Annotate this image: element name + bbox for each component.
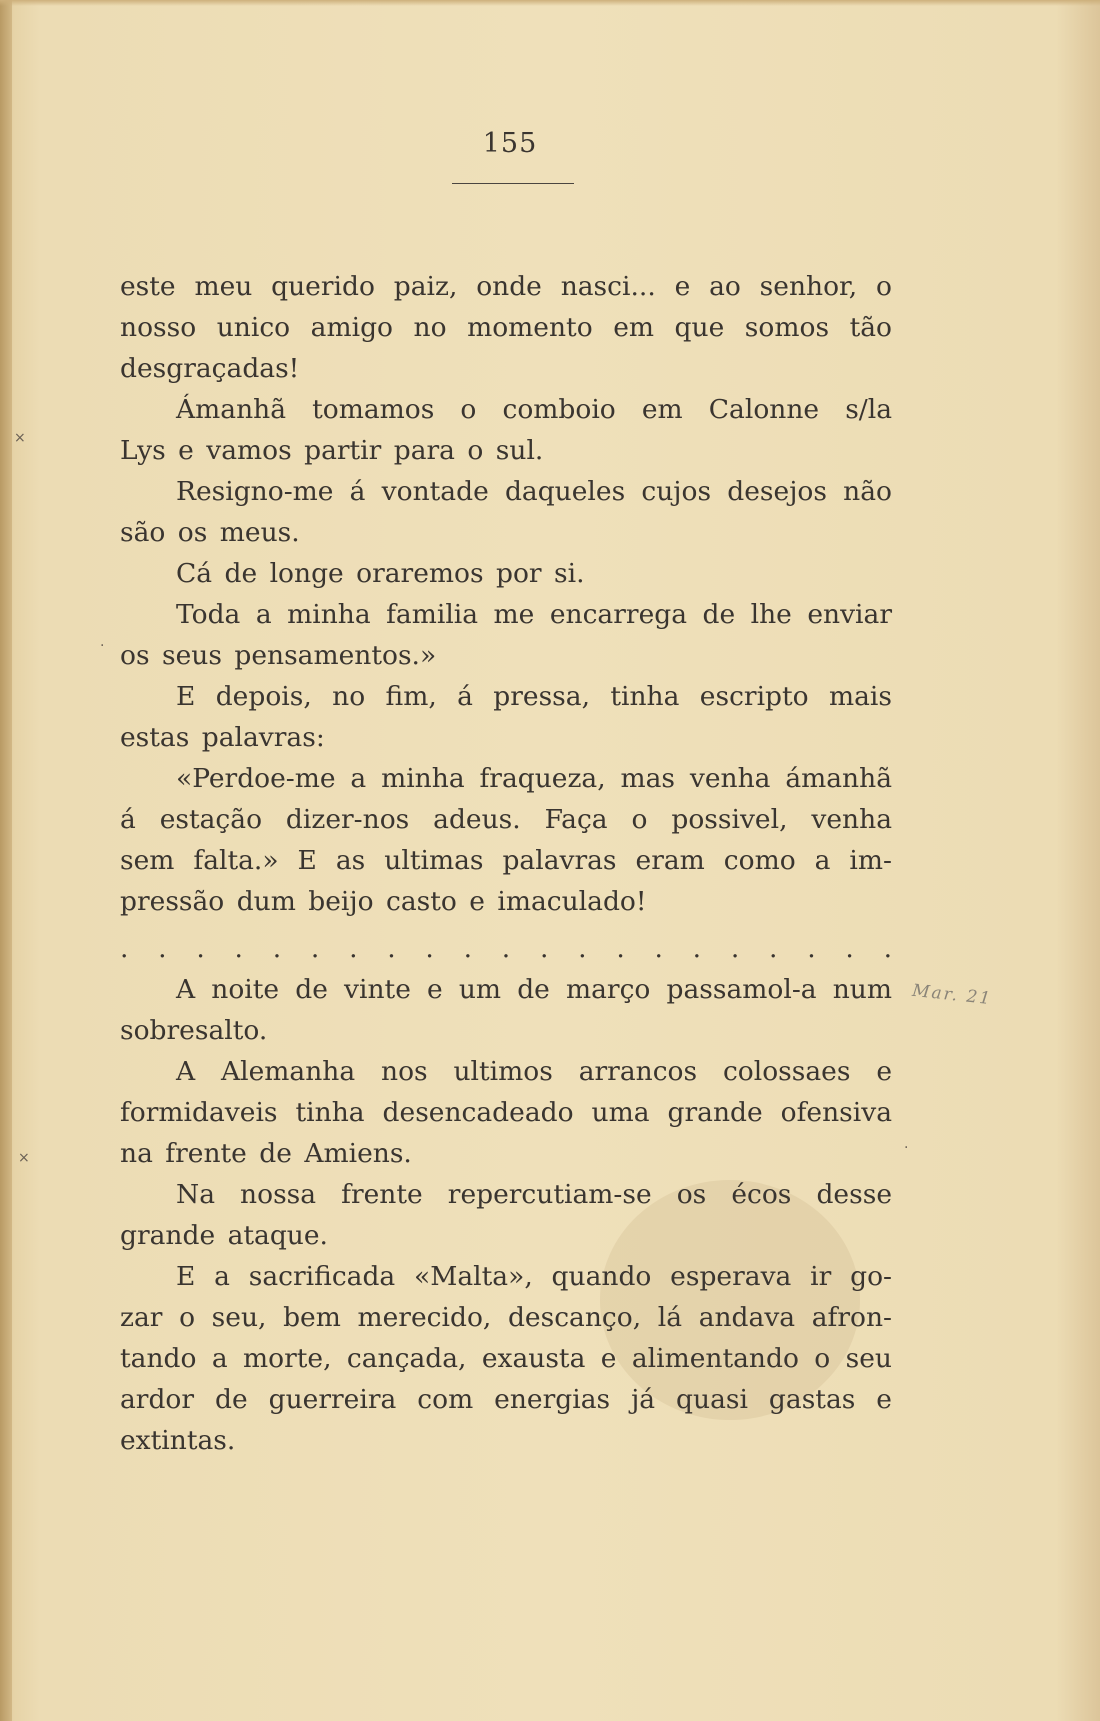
text-line: «Perdoe-me a minha fraqueza, mas venha ámanhã xyxy=(176,763,892,794)
text-line: E depois, no fim, á pressa, tinha escripto mais xyxy=(176,681,892,712)
text-line: Cá de longe oraremos por si. xyxy=(176,558,585,589)
text-line: ardor de guerreira com energias já quasi gastas e xyxy=(120,1384,892,1415)
text-line: desgraçadas! xyxy=(120,353,300,384)
margin-cross-mark: × xyxy=(14,430,26,446)
text-line: Toda a minha familia me encarrega de lhe enviar xyxy=(176,599,892,630)
text-line: Resigno-me á vontade daqueles cujos desejos não xyxy=(176,476,892,507)
text-line: na frente de Amiens. xyxy=(120,1138,412,1169)
text-line: são os meus. xyxy=(120,517,300,548)
page-top-edge xyxy=(0,0,1100,6)
header-rule xyxy=(452,183,574,184)
page-number: 155 xyxy=(482,128,538,159)
text-line: Ámanhã tomamos o comboio em Calonne s/la xyxy=(176,394,892,425)
text-line: Lys e vamos partir para o sul. xyxy=(120,435,544,466)
body-text xyxy=(120,266,892,1461)
text-line: sem falta.» E as ultimas palavras eram como a im- xyxy=(120,845,892,876)
text-line: tando a morte, cançada, exausta e alimentando o seu xyxy=(120,1343,892,1374)
text-line: pressão dum beijo casto e imaculado! xyxy=(120,886,647,917)
text-line: grande ataque. xyxy=(120,1220,328,1251)
text-line: A noite de vinte e um de março passamol-a num xyxy=(176,974,892,1005)
margin-dot-mark: · xyxy=(100,638,105,654)
text-line: A Alemanha nos ultimos arrancos colossaes e xyxy=(176,1056,892,1087)
margin-dot-mark: · xyxy=(904,1140,909,1156)
text-line: nosso unico amigo no momento em que somos tão xyxy=(120,312,892,343)
pencil-margin-note: Mar. 21 xyxy=(911,980,994,1010)
text-line: zar o seu, bem merecido, descanço, lá andava afron- xyxy=(120,1302,892,1333)
text-line: Na nossa frente repercutiam-se os écos desse xyxy=(176,1179,892,1210)
text-line: á estação dizer-nos adeus. Faça o possivel, venha xyxy=(120,804,892,835)
text-line: formidaveis tinha desencadeado uma grande ofensiva xyxy=(120,1097,892,1128)
text-line: sobresalto. xyxy=(120,1015,268,1046)
section-break-dots: . . . . . . . . . . . . . . . . . . . . . xyxy=(120,933,892,964)
margin-cross-mark: × xyxy=(18,1150,30,1166)
text-line: os seus pensamentos.» xyxy=(120,640,437,671)
text-line: estas palavras: xyxy=(120,722,325,753)
text-line: extintas. xyxy=(120,1425,236,1456)
text-line: este meu querido paiz, onde nasci... e ao senhor, o xyxy=(120,271,892,302)
page-binding-edge xyxy=(0,0,12,1721)
text-line: E a sacrificada «Malta», quando esperava ir go- xyxy=(176,1261,892,1292)
